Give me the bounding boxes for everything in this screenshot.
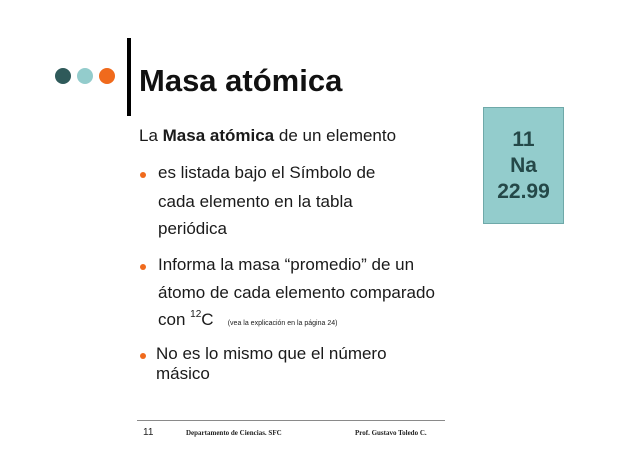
footer-divider — [137, 420, 445, 421]
bullet-2-line-3 — [158, 310, 337, 330]
title-vertical-bar — [127, 38, 131, 116]
intro-line — [139, 126, 396, 146]
footer-department: Departamento de Ciencias. SFC — [186, 429, 282, 437]
bullet-1-marker — [140, 172, 146, 178]
decorative-dot-teal — [77, 68, 93, 84]
page-reference-note: (vea la explicación en la página 24) — [227, 320, 338, 327]
bullet-2-line-3-prefix: con — [158, 310, 191, 329]
intro-suffix: de un elemento — [274, 126, 397, 145]
atomic-mass: 22.99 — [497, 179, 550, 203]
isotope-symbol: C — [201, 310, 214, 329]
element-box — [483, 107, 564, 224]
bullet-3-line-1: No es lo mismo que el número — [156, 344, 387, 363]
bullet-1-line-2: cada elemento en la tabla — [158, 192, 353, 211]
bullet-2-marker — [140, 264, 146, 270]
bullet-2-line-2: átomo de cada elemento comparado — [158, 283, 435, 302]
bullet-3-marker — [140, 353, 146, 359]
atomic-number: 11 — [512, 127, 535, 151]
intro-bold-term: Masa atómica — [162, 126, 275, 145]
element-symbol: Na — [510, 153, 537, 177]
footer-author: Prof. Gustavo Toledo C. — [355, 429, 427, 437]
decorative-dot-dark — [55, 68, 71, 84]
slide-title: Masa atómica — [139, 63, 343, 98]
footer-page-number: 11 — [143, 427, 154, 438]
decorative-dot-orange — [99, 68, 115, 84]
bullet-2-line-1: Informa la masa “promedio” de un — [158, 255, 415, 274]
bullet-1-line-3: periódica — [158, 219, 227, 238]
bullet-3-line-2: másico — [156, 364, 210, 383]
intro-prefix: La — [139, 126, 163, 145]
bullet-1-line-1: es listada bajo el Símbolo de — [158, 163, 376, 182]
isotope-mass-number: 12 — [190, 309, 202, 320]
